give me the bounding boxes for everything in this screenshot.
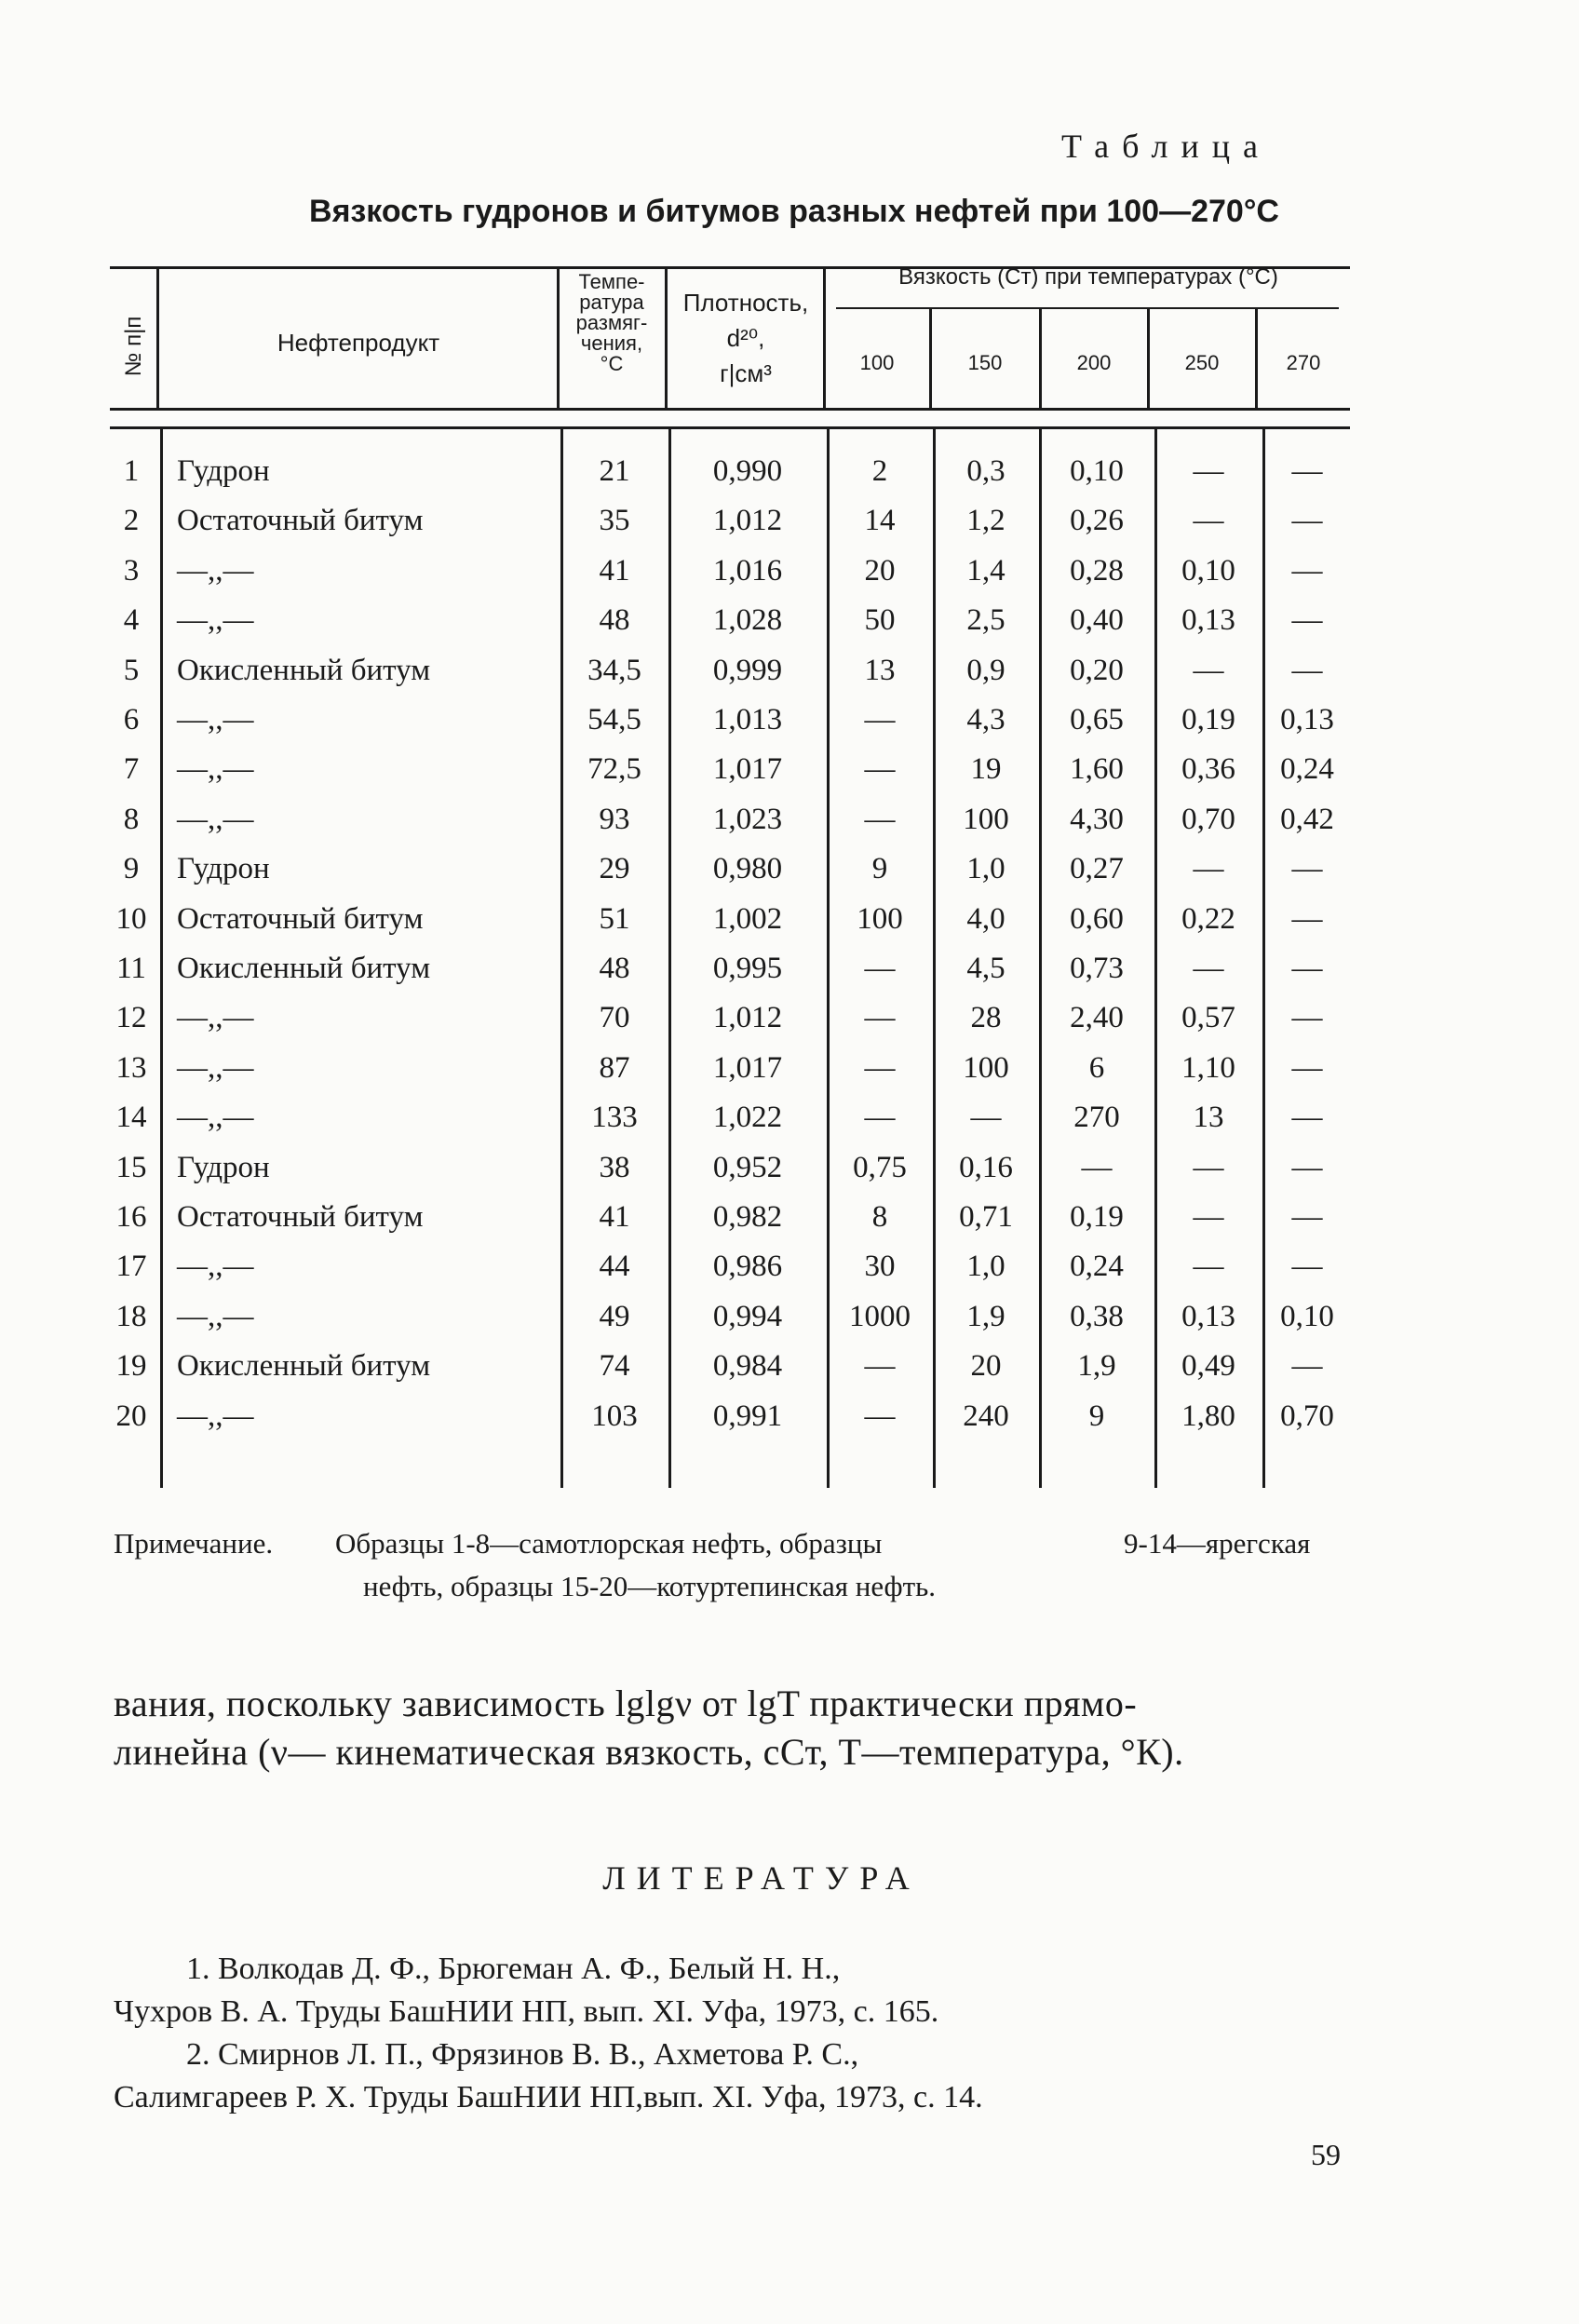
cell-n: 7: [123, 752, 140, 786]
header-temp-line: ратура: [579, 290, 644, 314]
table-title: Вязкость гудронов и битумов разных нефтей при 100—270°С: [309, 194, 1279, 229]
cell-v150: 0,16: [959, 1151, 1013, 1184]
cell-n: 19: [115, 1349, 147, 1383]
reference-1-line2: Чухров В. А. Труды БашНИИ НП, вып. XI. Уфа, 1973, с. 165.: [114, 1994, 939, 2029]
cell-temp: 70: [599, 1001, 630, 1034]
header-density-line: Плотность,: [682, 289, 809, 317]
cell-product: —,,—: [177, 1300, 254, 1333]
cell-product: —,,—: [177, 703, 254, 736]
cell-v100: —: [864, 1101, 896, 1134]
cell-v270: —: [1291, 1349, 1323, 1383]
cell-product: Остаточный битум: [177, 902, 424, 936]
cell-temp: 41: [599, 554, 630, 588]
cell-v200: 0,26: [1070, 504, 1124, 537]
cell-v250: —: [1193, 1200, 1224, 1234]
cell-v200: 0,20: [1070, 654, 1124, 687]
header-v270: 270: [1286, 351, 1321, 374]
cell-temp: 48: [599, 952, 630, 985]
cell-v100: —: [864, 703, 896, 736]
cell-v200: 2,40: [1070, 1001, 1124, 1034]
header-v150: 150: [967, 351, 1003, 374]
cell-product: —,,—: [177, 1001, 254, 1034]
cell-v270: 0,24: [1280, 752, 1334, 786]
cell-v250: —: [1193, 1151, 1224, 1184]
cell-v200: 0,27: [1070, 852, 1124, 885]
cell-v250: 0,10: [1181, 554, 1235, 588]
cell-n: 20: [115, 1399, 147, 1433]
cell-v100: 14: [864, 504, 896, 537]
header-density-line: d²⁰,: [726, 324, 765, 352]
cell-v270: —: [1291, 852, 1323, 885]
cell-temp: 41: [599, 1200, 630, 1234]
cell-product: —,,—: [177, 554, 254, 588]
cell-v200: 0,40: [1070, 603, 1124, 637]
cell-v250: —: [1193, 454, 1224, 488]
cell-v200: 1,60: [1070, 752, 1124, 786]
header-temp-line: °С: [600, 352, 624, 375]
table-label: Таблица: [1061, 128, 1271, 165]
cell-v270: —: [1291, 504, 1323, 537]
cell-v270: 0,42: [1280, 803, 1334, 836]
cell-product: —,,—: [177, 803, 254, 836]
cell-temp: 87: [599, 1051, 630, 1085]
cell-density: 1,028: [712, 603, 783, 637]
cell-v250: 0,57: [1181, 1001, 1235, 1034]
cell-n: 3: [123, 554, 140, 588]
cell-v200: 1,9: [1077, 1349, 1116, 1383]
cell-v270: 0,10: [1280, 1300, 1334, 1333]
cell-temp: 21: [599, 454, 630, 488]
cell-product: Остаточный битум: [177, 504, 424, 537]
header-v100: 100: [859, 351, 895, 374]
cell-n: 6: [123, 703, 140, 736]
cell-v150: 4,5: [966, 952, 1005, 985]
cell-temp: 48: [599, 603, 630, 637]
cell-v150: 100: [963, 803, 1009, 836]
cell-density: 0,984: [712, 1349, 783, 1383]
cell-v150: 240: [963, 1399, 1009, 1433]
cell-v150: 100: [963, 1051, 1009, 1085]
cell-temp: 29: [599, 852, 630, 885]
header-temp-line: Темпе-: [578, 270, 645, 293]
cell-v200: 270: [1073, 1101, 1120, 1134]
cell-n: 4: [123, 603, 140, 637]
cell-temp: 54,5: [587, 703, 641, 736]
cell-v100: 9: [871, 852, 888, 885]
header-v200: 200: [1076, 351, 1112, 374]
cell-v250: 0,13: [1181, 603, 1235, 637]
cell-v200: 9: [1088, 1399, 1105, 1433]
header-product: Нефтепродукт: [277, 329, 440, 357]
cell-v200: 0,65: [1070, 703, 1124, 736]
cell-product: —,,—: [177, 603, 254, 637]
cell-product: —,,—: [177, 1101, 254, 1134]
cell-product: —,,—: [177, 1250, 254, 1283]
cell-v270: —: [1291, 654, 1323, 687]
note-label: Примечание.: [114, 1527, 274, 1560]
cell-v200: 0,73: [1070, 952, 1124, 985]
cell-temp: 72,5: [587, 752, 641, 786]
cell-n: 5: [123, 654, 140, 687]
cell-temp: 44: [599, 1250, 630, 1283]
cell-v250: 0,70: [1181, 803, 1235, 836]
reference-2-line1: 2. Смирнов Л. П., Фрязинов В. В., Ахметова Р. С.,: [186, 2037, 859, 2072]
cell-density: 1,023: [712, 803, 783, 836]
page-number: 59: [1311, 2138, 1341, 2171]
cell-v270: 0,70: [1280, 1399, 1334, 1433]
header-density-line: г|см³: [720, 359, 772, 387]
header-temp-line: размяг-: [575, 311, 648, 334]
note-text-1: Образцы 1-8—самотлорская нефть, образцы: [335, 1527, 883, 1560]
cell-v150: 20: [970, 1349, 1002, 1383]
cell-density: 0,994: [712, 1300, 783, 1333]
cell-v100: 1000: [849, 1300, 911, 1333]
cell-v250: —: [1193, 952, 1224, 985]
cell-v150: 0,9: [966, 654, 1005, 687]
paragraph-line: вания, поскольку зависимость lglgν от lgT практически прямо-: [114, 1682, 1138, 1724]
cell-v200: 0,24: [1070, 1250, 1124, 1283]
paragraph-line: линейна (ν— кинематическая вязкость, сСт, T—температура, °К).: [114, 1731, 1184, 1773]
header-density: [667, 285, 825, 391]
cell-v270: —: [1291, 1001, 1323, 1034]
cell-v100: 100: [857, 902, 903, 936]
cell-n: 13: [115, 1051, 147, 1085]
cell-v250: 1,10: [1181, 1051, 1235, 1085]
cell-density: 1,022: [712, 1101, 783, 1134]
cell-n: 14: [115, 1101, 147, 1134]
cell-density: 1,012: [712, 504, 783, 537]
cell-density: 0,995: [712, 952, 783, 985]
cell-v100: 50: [864, 603, 896, 637]
cell-product: Остаточный битум: [177, 1200, 424, 1234]
cell-v270: —: [1291, 1151, 1323, 1184]
cell-n: 10: [115, 902, 147, 936]
cell-v150: 1,4: [966, 554, 1005, 588]
header-v250: 250: [1184, 351, 1220, 374]
cell-n: 16: [115, 1200, 147, 1234]
cell-temp: 34,5: [587, 654, 641, 687]
cell-v270: —: [1291, 1051, 1323, 1085]
cell-v270: —: [1291, 902, 1323, 936]
cell-product: Окисленный битум: [177, 654, 431, 687]
cell-v150: 1,0: [966, 1250, 1005, 1283]
cell-v150: 28: [970, 1001, 1002, 1034]
cell-temp: 35: [599, 504, 630, 537]
cell-v270: —: [1291, 454, 1323, 488]
header-bottom-rule: [110, 408, 1350, 411]
cell-v150: —: [970, 1101, 1002, 1134]
cell-density: 0,986: [712, 1250, 783, 1283]
cell-v150: 2,5: [966, 603, 1005, 637]
cell-v270: —: [1291, 1200, 1323, 1234]
cell-v150: 0,3: [966, 454, 1005, 488]
cell-v150: 4,3: [966, 703, 1005, 736]
cell-product: —,,—: [177, 1051, 254, 1085]
cell-temp: 51: [599, 902, 630, 936]
cell-temp: 103: [591, 1399, 638, 1433]
cell-density: 0,991: [712, 1399, 783, 1433]
cell-temp: 133: [591, 1101, 638, 1134]
header-temp: [559, 272, 665, 374]
cell-product: Окисленный битум: [177, 1349, 431, 1383]
cell-product: Гудрон: [177, 1151, 270, 1184]
cell-n: 8: [123, 803, 140, 836]
cell-v100: —: [864, 1399, 896, 1433]
cell-v100: —: [864, 1349, 896, 1383]
cell-v200: 0,60: [1070, 902, 1124, 936]
cell-density: 1,013: [712, 703, 783, 736]
cell-v270: —: [1291, 952, 1323, 985]
cell-n: 18: [115, 1300, 147, 1333]
cell-v270: 0,13: [1280, 703, 1334, 736]
cell-v100: —: [864, 952, 896, 985]
cell-v100: 20: [864, 554, 896, 588]
cell-density: 0,990: [712, 454, 783, 488]
cell-v250: —: [1193, 852, 1224, 885]
literature-heading: ЛИТЕРАТУРА: [602, 1859, 921, 1897]
cell-product: —,,—: [177, 752, 254, 786]
cell-v270: —: [1291, 554, 1323, 588]
header-viscosity-group: Вязкость (Ст) при температурах (°С): [898, 264, 1278, 290]
cell-product: Гудрон: [177, 454, 270, 488]
cell-product: —,,—: [177, 1399, 254, 1433]
col-divider: [156, 268, 159, 408]
cell-v150: 0,71: [959, 1200, 1013, 1234]
cell-product: Гудрон: [177, 852, 270, 885]
cell-v250: 0,19: [1181, 703, 1235, 736]
cell-v100: 2: [871, 454, 888, 488]
cell-n: 9: [123, 852, 140, 885]
cell-v250: 0,49: [1181, 1349, 1235, 1383]
cell-v250: 0,22: [1181, 902, 1235, 936]
cell-v100: 8: [871, 1200, 888, 1234]
col-divider: [160, 428, 163, 1488]
cell-v200: 4,30: [1070, 803, 1124, 836]
cell-v200: 0,28: [1070, 554, 1124, 588]
viscosity-group-rule: [836, 307, 1339, 309]
cell-density: 0,982: [712, 1200, 783, 1234]
cell-v100: —: [864, 752, 896, 786]
cell-temp: 49: [599, 1300, 630, 1333]
cell-n: 1: [123, 454, 140, 488]
cell-v250: 1,80: [1181, 1399, 1235, 1433]
cell-v150: 4,0: [966, 902, 1005, 936]
cell-density: 0,999: [712, 654, 783, 687]
cell-n: 12: [115, 1001, 147, 1034]
cell-density: 1,017: [712, 752, 783, 786]
cell-v250: —: [1193, 504, 1224, 537]
cell-temp: 74: [599, 1349, 630, 1383]
cell-n: 2: [123, 504, 140, 537]
cell-n: 11: [116, 952, 146, 985]
cell-v100: —: [864, 1001, 896, 1034]
cell-v150: 1,0: [966, 852, 1005, 885]
cell-n: 15: [115, 1151, 147, 1184]
cell-v200: 0,10: [1070, 454, 1124, 488]
cell-v150: 1,2: [966, 504, 1005, 537]
cell-temp: 38: [599, 1151, 630, 1184]
reference-2-line2: Салимгареев Р. Х. Труды БашНИИ НП,вып. XI. Уфа, 1973, с. 14.: [114, 2080, 983, 2115]
cell-v200: —: [1081, 1151, 1113, 1184]
cell-v250: —: [1193, 1250, 1224, 1283]
cell-v100: —: [864, 1051, 896, 1085]
cell-product: Окисленный битум: [177, 952, 431, 985]
cell-v200: 6: [1088, 1051, 1105, 1085]
cell-v150: 19: [970, 752, 1002, 786]
header-num: № п|п: [121, 316, 146, 377]
cell-v250: 0,13: [1181, 1300, 1235, 1333]
cell-temp: 93: [599, 803, 630, 836]
body-top-rule: [110, 426, 1350, 429]
note-text-line2: нефть, образцы 15-20—котуртепинская нефть.: [363, 1570, 937, 1602]
cell-n: 17: [115, 1250, 147, 1283]
cell-density: 0,952: [712, 1151, 783, 1184]
cell-v270: —: [1291, 603, 1323, 637]
cell-v200: 0,19: [1070, 1200, 1124, 1234]
header-temp-line: чения,: [580, 331, 643, 355]
cell-density: 1,012: [712, 1001, 783, 1034]
cell-v100: —: [864, 803, 896, 836]
cell-density: 1,002: [712, 902, 783, 936]
note-text-2: 9-14—ярегская: [1124, 1527, 1311, 1560]
cell-v250: 13: [1193, 1101, 1224, 1134]
cell-v100: 0,75: [853, 1151, 907, 1184]
cell-density: 0,980: [712, 852, 783, 885]
cell-v270: —: [1291, 1250, 1323, 1283]
cell-v100: 13: [864, 654, 896, 687]
cell-density: 1,016: [712, 554, 783, 588]
cell-v250: 0,36: [1181, 752, 1235, 786]
reference-1-line1: 1. Волкодав Д. Ф., Брюгеман А. Ф., Белый Н. Н.,: [186, 1952, 841, 1986]
cell-v270: —: [1291, 1101, 1323, 1134]
cell-v100: 30: [864, 1250, 896, 1283]
cell-density: 1,017: [712, 1051, 783, 1085]
cell-v150: 1,9: [966, 1300, 1005, 1333]
cell-v250: —: [1193, 654, 1224, 687]
cell-v200: 0,38: [1070, 1300, 1124, 1333]
